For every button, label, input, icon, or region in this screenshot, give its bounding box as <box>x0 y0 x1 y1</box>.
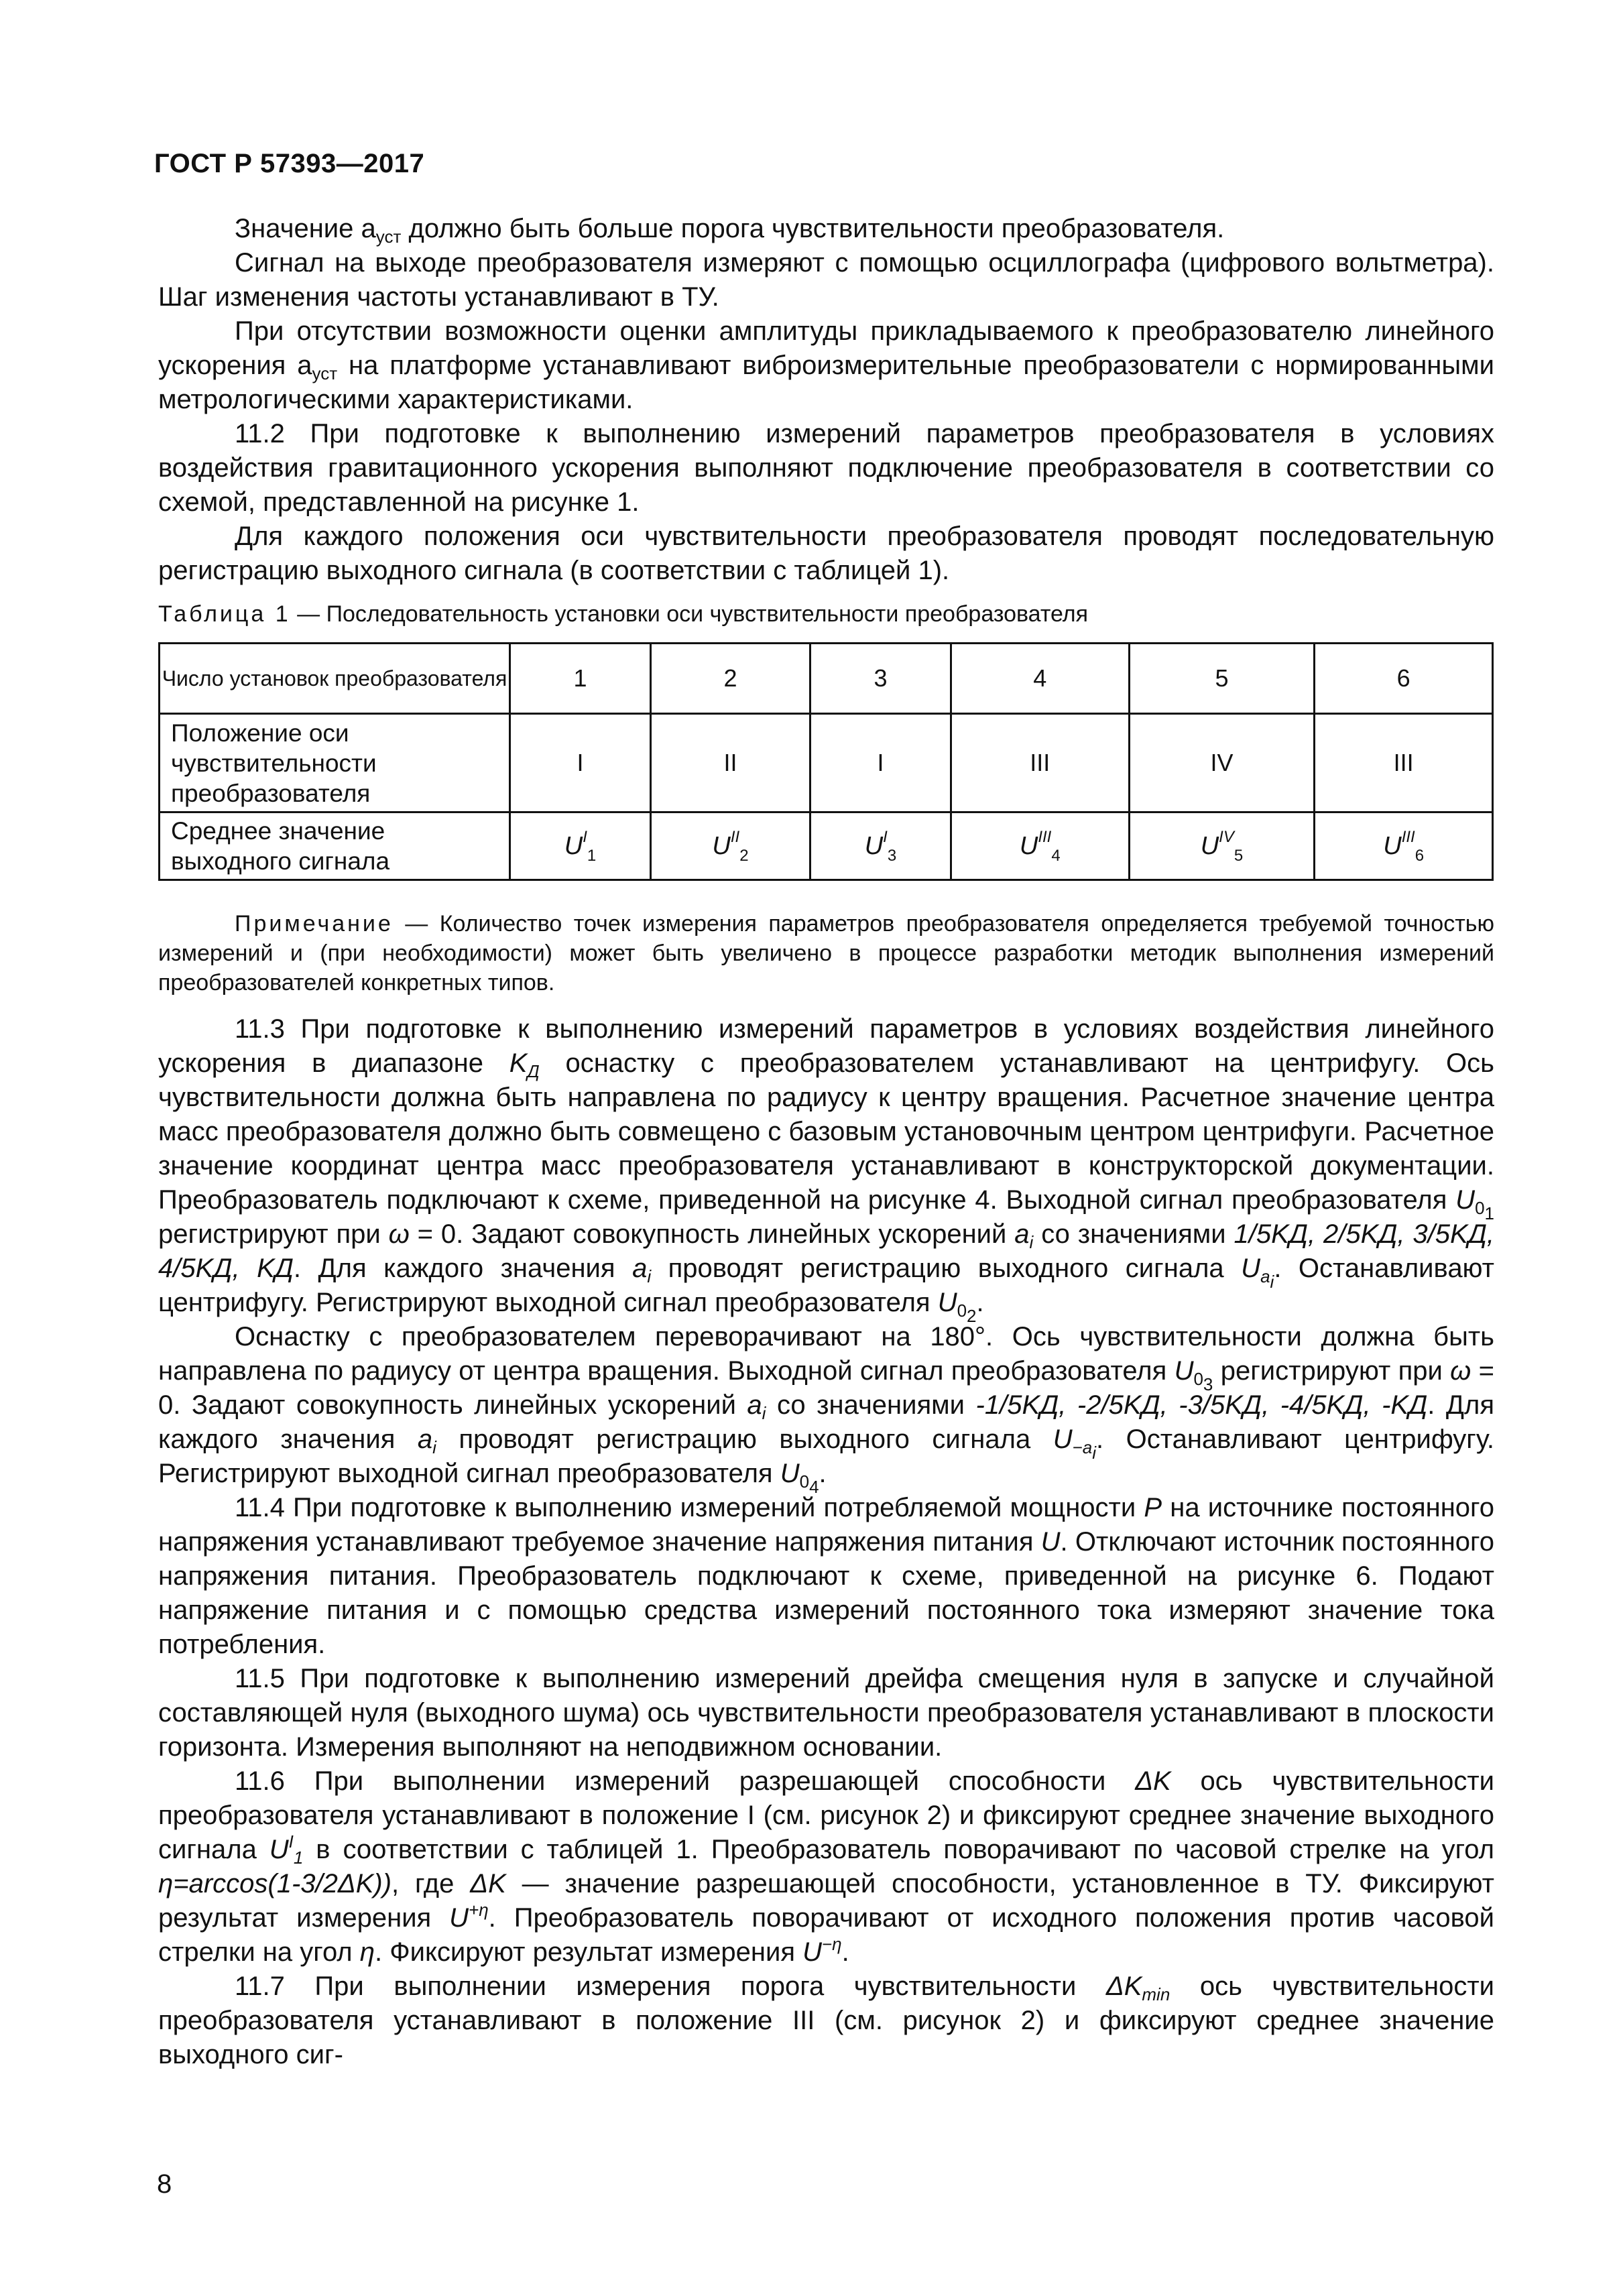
paragraph-11-7: 11.7 При выполнении измерения порога чувствительности $\Delta K_{min}$ ось чувствительности преобразователя устанавливают в положение III (см. рисунок 2) и фиксируют среднее значение выходного сиг- <box>158 1972 1494 2069</box>
table-cell: Среднее значение выходного сигнала <box>160 812 510 880</box>
main-text <box>158 1012 1494 2072</box>
table-cell: III <box>951 714 1130 812</box>
table-row <box>160 812 1493 880</box>
table-cell: $U^I_1$ <box>510 812 651 880</box>
table-row <box>160 714 1493 812</box>
table-cell: I <box>810 714 951 812</box>
paragraph-11-6: 11.6 При выполнении измерений разрешающей способности ΔK ось чувствительности преобразователя устанавливают в положение I (см. рисунок 2) и фиксируют среднее значение выходного сигнала $U^I_1$ в соответствии с таблицей 1. Преобразователь поворачивают по часовой стрелке на угол η=arccos(1-3/2ΔK)), где ΔK — значение разрешающей способности, установленное в ТУ. Фиксируют результат измерения $U^{+\eta}$. Преобразователь поворачивают от исходного положения против часовой стрелки на угол η. Фиксируют результат измерения $U^{-\eta}$. <box>158 1766 1495 1967</box>
table-cell: IV <box>1129 714 1315 812</box>
table-cell: II <box>651 714 810 812</box>
paragraph-11-3: 11.3 При подготовке к выполнению измерений параметров в условиях воздействия линейного ускорения в диапазоне $K_Д$ оснастку с преобразователем устанавливают на центрифугу. Ось чувствительности должна быть направлена по радиусу к центру вращения. Расчетное значение центра масс преобразователя должно быть совмещено с базовым установочным центром центрифуги. Расчетное значение координат центра масс преобразователя устанавливают в конструкторской документации. Преобразователь подключают к схеме, приведенной на рисунке 4. Выходной сигнал преобразователя $U_{0_1}$ регистрируют при ω = 0. Задают совокупность линейных ускорений $a_i$ со значениями 1/5KД, 2/5KД, 3/5KД, 4/5KД, KД. Для каждого значения $a_i$ проводят регистрацию выходного сигнала $U_{a_i}$. Останавливают центрифугу. Регистрируют выходной сигнал преобразователя $U_{0_2}$. <box>158 1014 1495 1326</box>
paragraph: При отсутствии возможности оценки амплитуды прикладываемого к преобразователю линейного ускорения $a_{уст}$ на платформе устанавливают виброизмерительные преобразователи с нормированными метрологическими характеристиками. <box>158 316 1494 414</box>
table-cell: 4 <box>951 644 1130 714</box>
table-cell: $U^{IV}_5$ <box>1129 812 1315 880</box>
table-1 <box>158 642 1494 881</box>
paragraph-11-5: 11.5 При подготовке к выполнению измерений дрейфа смещения нуля в запуске и случайной составляющей нуля (выходного шума) ось чувствительности преобразователя устанавливают в плоскости горизонта. Измерения выполняют на неподвижном основании. <box>158 1664 1494 1762</box>
page-number: 8 <box>157 2169 172 2199</box>
table-cell: 2 <box>651 644 810 714</box>
table-cell: $U^{III}_4$ <box>951 812 1130 880</box>
table-cell: Число установок преобразователя <box>160 644 510 714</box>
table-cell: $U^{II}_2$ <box>651 812 810 880</box>
intro-text <box>158 212 1494 588</box>
paragraph-11-4: 11.4 При подготовке к выполнению измерений потребляемой мощности P на источнике постоянного напряжения устанавливают требуемое значение напряжения питания U. Отключают источник постоянного напряжения питания. Преобразователь подключают к схеме, приведенной на рисунке 6. Подают напряжение питания и с помощью средства измерений постоянного тока измеряют значение тока потребления. <box>158 1493 1495 1659</box>
paragraph: Сигнал на выходе преобразователя измеряют с помощью осциллографа (цифрового вольтметра). Шаг изменения частоты устанавливают в ТУ. <box>158 248 1494 312</box>
paragraph: Для каждого положения оси чувствительности преобразователя проводят последовательную регистрацию выходного сигнала (в соответствии с таблицей 1). <box>158 522 1494 585</box>
table-note: Примечание — Количество точек измерения параметров преобразователя определяется требуемой точностью измерений и (при необходимости) может быть увеличено в процессе разработки методик выполнения измерений преобразователей конкретных типов. <box>158 911 1494 995</box>
paragraph: Значение $a_{уст}$ должно быть больше порога чувствительности преобразователя. <box>235 214 1225 247</box>
paragraph: Оснастку с преобразователем переворачивают на 180°. Ось чувствительности должна быть направлена по радиусу от центра вращения. Выходной сигнал преобразователя $U_{0_3}$ регистрируют при ω = 0. Задают совокупность линейных ускорений $a_i$ со значениями -1/5KД, -2/5KД, -3/5KД, -4/5KД, -KД. Для каждого значения $a_i$ проводят регистрацию выходного сигнала $U_{-a_i}$. Останавливают центрифугу. Регистрируют выходной сигнал преобразователя $U_{0_4}$. <box>158 1322 1494 1497</box>
table-cell: 3 <box>810 644 951 714</box>
document-header: ГОСТ Р 57393—2017 <box>154 149 425 178</box>
table-cell: 1 <box>510 644 651 714</box>
paragraph-11-2: 11.2 При подготовке к выполнению измерений параметров преобразователя в условиях воздействия гравитационного ускорения выполняют подключение преобразователя в соответствии со схемой, представленной на рисунке 1. <box>158 419 1494 517</box>
table-caption: Таблица 1 — Последовательность установки оси чувствительности преобразователя <box>158 601 1089 627</box>
table-cell: I <box>510 714 651 812</box>
table-cell: 6 <box>1315 644 1493 714</box>
table-cell: III <box>1315 714 1493 812</box>
table-cell: $U^I_3$ <box>810 812 951 880</box>
table-cell: $U^{III}_6$ <box>1315 812 1493 880</box>
table-row <box>160 644 1493 714</box>
table-cell: 5 <box>1129 644 1315 714</box>
table-cell: Положение оси чувствительности преобразователя <box>160 714 510 812</box>
